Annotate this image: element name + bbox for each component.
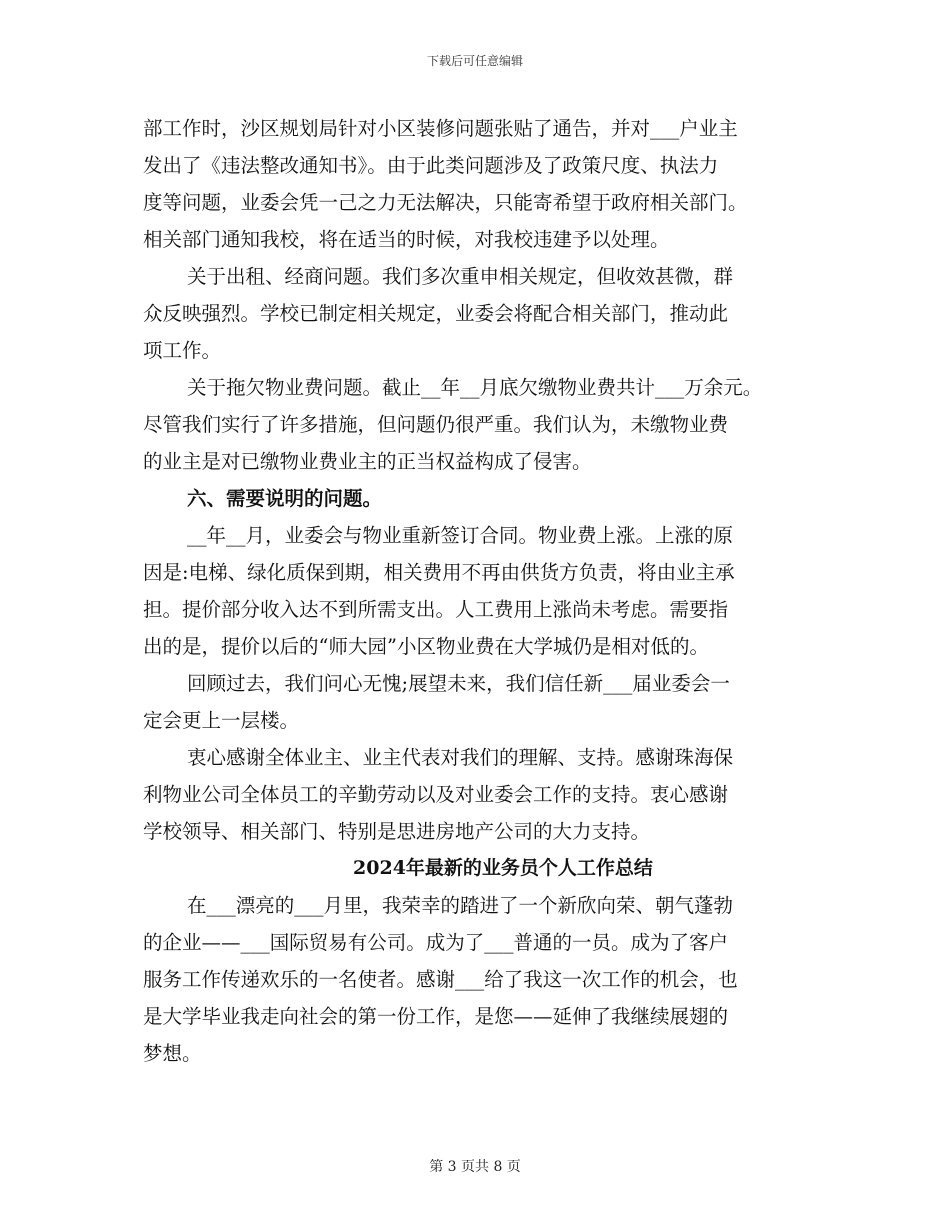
text-line: __年__月，业委会与物业重新签订合同。物业费上涨。上涨的原 <box>187 524 734 547</box>
section-heading: 六、需要说明的问题。 <box>187 487 383 510</box>
text-line: 因是:电梯、绿化质保到期，相关费用不再由供货方负责，将由业主承 <box>143 561 735 584</box>
text-line: 关于拖欠物业费问题。截止__年__月底欠缴物业费共计___万余元。 <box>187 376 763 399</box>
text-line: 服务工作传递欢乐的一名使者。感谢___给了我这一次工作的机会，也 <box>143 968 738 991</box>
text-line: 部工作时，沙区规划局针对小区装修问题张贴了通告，并对___户业主 <box>143 117 738 140</box>
document-body <box>143 110 823 1072</box>
text-line: 的企业——___国际贸易有公司。成为了___普通的一员。成为了客户 <box>143 931 729 954</box>
text-line: 定会更上一层楼。 <box>143 709 300 732</box>
text-line: 度等问题，业委会凭一己之力无法解决，只能寄希望于政府相关部门。 <box>143 191 748 214</box>
text-line: 众反映强烈。学校已制定相关规定，业委会将配合相关部门，推动此 <box>143 302 729 325</box>
text-line: 出的是，提价以后的“师大园”小区物业费在大学城仍是相对低的。 <box>143 635 709 658</box>
text-line: 关于出租、经商问题。我们多次重申相关规定，但收效甚微，群 <box>187 265 734 288</box>
text-line: 学校领导、相关部门、特别是思进房地产公司的大力支持。 <box>143 820 651 843</box>
section-title: 2024年最新的业务员个人工作总结 <box>353 857 653 879</box>
text-line: 梦想。 <box>143 1042 202 1065</box>
text-line: 的业主是对已缴物业费业主的正当权益构成了侵害。 <box>143 450 592 473</box>
text-line: 担。提价部分收入达不到所需支出。人工费用上涨尚未考虑。需要指 <box>143 598 729 621</box>
text-line: 在___漂亮的___月里，我荣幸的踏进了一个新欣向荣、朝气蓬勃 <box>187 894 734 917</box>
text-line: 利物业公司全体员工的辛勤劳动以及对业委会工作的支持。衷心感谢 <box>143 783 729 806</box>
text-line: 衷心感谢全体业主、业主代表对我们的理解、支持。感谢珠海保 <box>187 746 734 769</box>
text-line: 尽管我们实行了许多措施，但问题仍很严重。我们认为，未缴物业费 <box>143 413 729 436</box>
text-line: 发出了《违法整改通知书》。由于此类问题涉及了政策尺度、执法力 <box>143 154 719 177</box>
page-header: 下载后可任意编辑 <box>426 54 523 68</box>
page-footer: 第 3 页共 8 页 <box>429 1159 521 1175</box>
text-line: 回顾过去，我们问心无愧;展望未来，我们信任新___届业委会一 <box>187 672 730 695</box>
text-line: 相关部门通知我校，将在适当的时候，对我校违建予以处理。 <box>143 228 670 251</box>
text-line: 项工作。 <box>143 339 222 362</box>
text-line: 是大学毕业我走向社会的第一份工作，是您——延伸了我继续展翅的 <box>143 1005 729 1028</box>
